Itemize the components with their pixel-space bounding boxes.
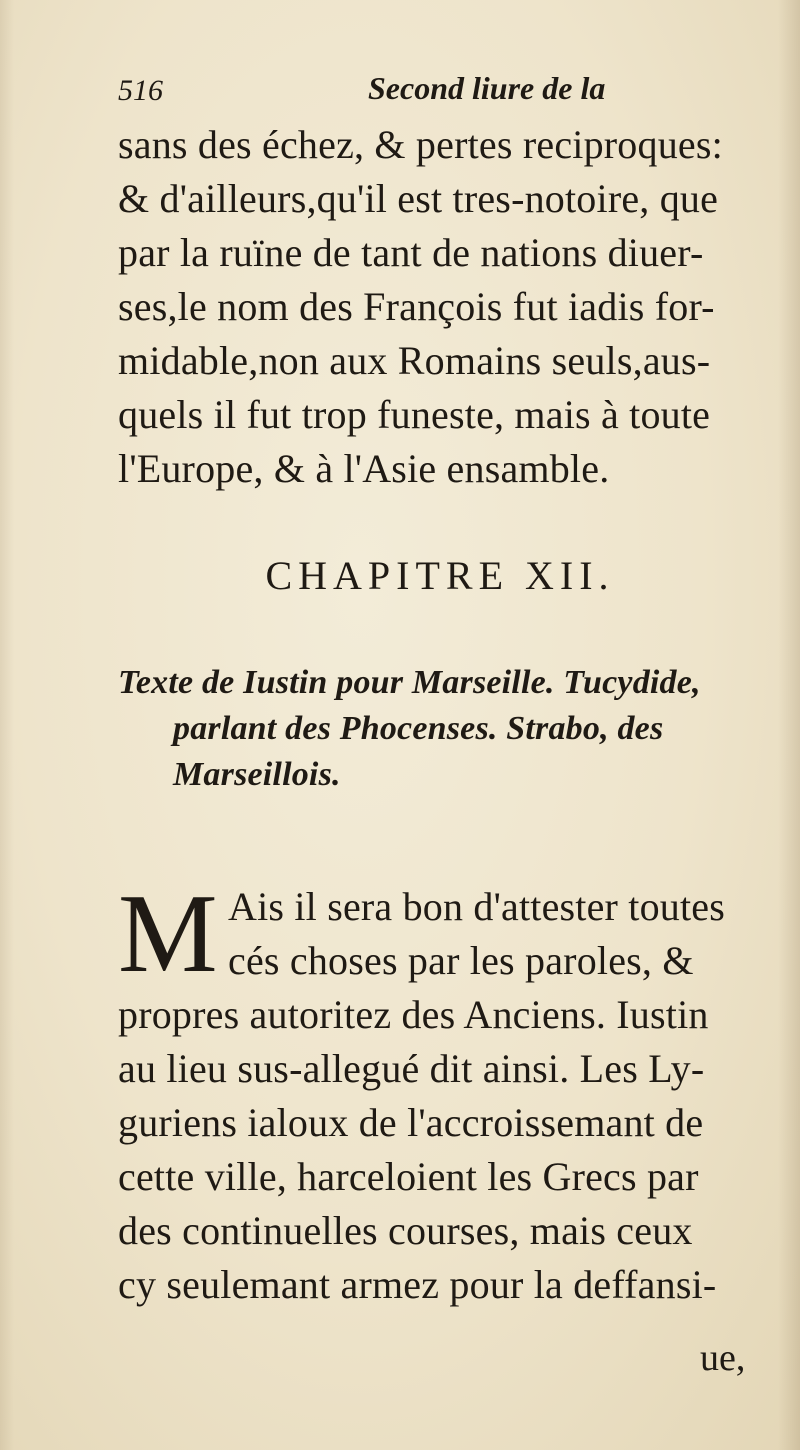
text-line: & d'ailleurs,qu'il est tres-notoire, que: [118, 176, 719, 221]
text-line: guriens ialoux de l'accroissemant de: [118, 1100, 704, 1145]
paragraph-2: [118, 872, 798, 1312]
text-line: par la ruïne de tant de nations diuer-: [118, 230, 704, 275]
page-number: 516: [118, 74, 163, 107]
page-header: [118, 70, 780, 114]
text-line: sans des échez, & pertes reciproques:: [118, 122, 723, 167]
catchword: ue,: [700, 1337, 746, 1379]
summary-line: Marseillois.: [173, 756, 341, 793]
summary-line: Texte de Iustin pour Marseille. Tucydide,: [118, 664, 701, 701]
text-line: midable,non aux Romains seuls,aus-: [118, 338, 711, 383]
text-line: quels il fut trop funeste, mais à toute: [118, 392, 711, 437]
page-gutter-shadow: [0, 0, 14, 1450]
text-line: au lieu sus-allegué dit ainsi. Les Ly-: [118, 1046, 705, 1091]
paragraph-1: [118, 118, 780, 496]
text-line: propres autoritez des Anciens. Iustin: [118, 992, 709, 1037]
text-line: cés choses par les paroles, &: [228, 938, 694, 983]
text-line: cy seulemant armez pour la deffansi-: [118, 1262, 717, 1307]
chapter-summary: [118, 660, 798, 798]
text-line: cette ville, harceloient les Grecs par: [118, 1154, 699, 1199]
chapter-heading: CHAPITRE XII.: [265, 553, 615, 598]
running-title: Second liure de la: [368, 70, 606, 106]
drop-cap: M: [118, 872, 218, 996]
text-line: des continuelles courses, mais ceux: [118, 1208, 693, 1253]
text-line: Ais il sera bon d'attester toutes: [228, 884, 726, 929]
text-line: l'Europe, & à l'Asie ensamble.: [118, 446, 610, 491]
summary-line: parlant des Phocenses. Strabo, des: [173, 710, 664, 747]
text-line: ses,le nom des François fut iadis for-: [118, 284, 715, 329]
